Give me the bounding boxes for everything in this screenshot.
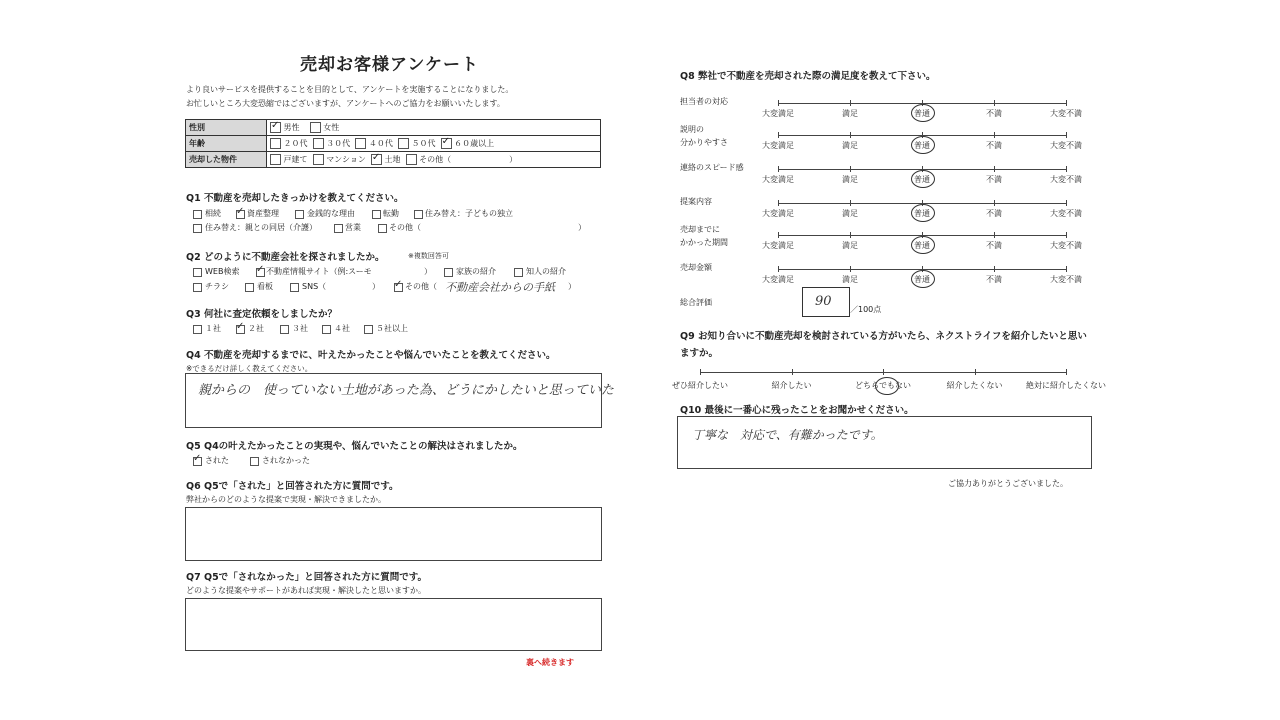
q1-transfer-checkbox[interactable] [372,210,381,219]
q2-sns-close: ） [372,282,380,291]
q9-scale-option[interactable]: 絶対に紹介したくない [1026,381,1106,390]
q8-scale-option[interactable]: 普通 [914,241,930,250]
q8-scale-tick[interactable] [994,132,995,138]
q2-other-close: ） [568,282,576,291]
age-20s-checkbox[interactable] [270,138,281,149]
q2-sns-checkbox[interactable] [290,283,299,292]
q1-financial-label: 金銭的な理由 [307,209,355,218]
q1-other-close: ） [578,223,586,232]
property-other-label: その他（ [419,155,452,164]
intro-line-1: より良いサービスを提供することを目的として、アンケートを実施することになりました。 [186,85,514,94]
q7-label-suffix: と回答された方に質問です。 [304,572,427,583]
q8-overall-score-box[interactable] [802,287,850,317]
q9-scale-option[interactable]: 紹介したくない [946,381,1003,390]
q8-scale-option[interactable]: 普通 [914,209,930,218]
q8-row-label: 連絡のスピード感 [680,163,744,172]
q1-transfer-label: 転勤 [383,209,399,218]
q8-scale-tick[interactable] [994,166,995,172]
q8-scale-option[interactable]: 満足 [842,109,858,118]
property-label: 売却した物件 [186,152,267,168]
age-30s-label: ３０代 [326,139,351,148]
q7-answer-box[interactable] [185,598,602,651]
q8-row-label-line-2: かかった期間 [680,238,728,247]
gender-female-checkbox[interactable] [310,122,321,133]
q9-scale-tick[interactable] [975,369,976,375]
q2-web-label: WEB検索 [205,267,240,276]
continue-note: 裏へ続きます [526,658,574,667]
q8-scale-option[interactable]: 大変満足 [762,209,794,218]
q2-signboard-checkbox[interactable] [245,283,254,292]
q8-scale-option[interactable]: 大変不満 [1050,109,1082,118]
respondent-info-table [185,119,601,168]
q8-scale-option[interactable]: 大変不満 [1050,275,1082,284]
q8-scale-option[interactable]: 不満 [986,275,1002,284]
q8-scale-option[interactable]: 大変不満 [1050,209,1082,218]
q7-label [186,569,427,583]
q8-scale-tick[interactable] [994,100,995,106]
q8-row-label-line-1: 売却までに [680,225,720,234]
q8-selected-circle [911,204,935,222]
q2-friend-checkbox[interactable] [514,268,523,277]
q8-scale-tick[interactable] [778,132,779,138]
q4-label: Q4 不動産を売却するまでに、叶えたかったことや悩んでいたことを教えてください。 [186,350,556,361]
q1-sales-checkbox[interactable] [334,224,343,233]
q3-4-companies-checkbox[interactable] [322,325,331,334]
q10-answer-box[interactable] [677,416,1092,469]
q8-scale-option[interactable]: 普通 [914,175,930,184]
q9-scale-tick[interactable] [883,369,884,375]
q8-scale-tick[interactable] [1066,166,1067,172]
q3-5plus-label: ５社以上 [376,324,408,333]
q9-scale-tick[interactable] [700,369,701,375]
q8-scale-option[interactable]: 普通 [914,109,930,118]
q9-selected-circle [875,377,899,395]
property-land-checkbox[interactable]: ✓ [371,152,381,163]
q8-row-label-line-2: 分かりやすさ [680,138,728,147]
intro-line-2: お忙しいところ大変恐縮ではございますが、アンケートへのご協力をお願いいたします。 [186,99,505,108]
q3-2-companies-check-icon: ✓ [236,321,245,332]
q8-scale-option[interactable]: 大変不満 [1050,175,1082,184]
q1-asset-cleanup-check-icon: ✓ [236,206,245,217]
q8-selected-circle [911,236,935,254]
gender-male-label: 男性 [283,123,300,132]
q8-scale-tick[interactable] [994,232,995,238]
q8-row-label: 担当者の対応 [680,97,728,106]
q8-scale-tick[interactable] [1066,132,1067,138]
q6-label-suffix: と回答された方に質問です。 [275,481,399,492]
q8-scale-tick[interactable] [778,200,779,206]
property-other-close: ） [509,155,518,164]
age-20s-label: ２０代 [283,139,308,148]
q8-scale-tick[interactable] [778,232,779,238]
property-house-label: 戸建て [283,155,308,164]
q5-yes-check-icon: ✓ [193,453,202,464]
q2-other-handwritten-answer: 不動産会社からの手紙 [445,281,555,294]
q3-1-company-label: １社 [205,324,221,333]
q8-scale-option[interactable]: 満足 [842,241,858,250]
q8-scale-option[interactable]: 満足 [842,209,858,218]
q8-scale-option[interactable]: 不満 [986,175,1002,184]
q4-note: ※できるだけ詳しく教えてください。 [186,364,313,373]
q3-3-companies-checkbox[interactable] [280,325,289,334]
q8-scale-option[interactable]: 大変満足 [762,241,794,250]
q1-sales-label: 営業 [345,223,361,232]
q2-web-checkbox[interactable] [193,268,202,277]
thanks-note: ご協力ありがとうございました。 [948,479,1068,488]
q2-signboard-label: 看板 [257,282,273,291]
q8-row-label: 提案内容 [680,197,712,206]
q8-row-label: 売却金額 [680,263,712,272]
q1-relocation-parent-label: 住み替え：親との同居（介護） [205,223,317,232]
q9-scale-tick[interactable] [1066,369,1067,375]
q9-label-line-2: ますか。 [680,348,719,359]
q8-scale-tick[interactable] [994,200,995,206]
q8-scale-option[interactable]: 不満 [986,109,1002,118]
age-options [267,136,601,152]
q2-sns-label: SNS（ [302,282,327,291]
q2-flyer-checkbox[interactable] [193,283,202,292]
property-other-checkbox[interactable] [406,154,417,165]
q8-scale-option[interactable]: 満足 [842,175,858,184]
q6-label-highlight: 「された」 [228,481,276,492]
q8-scale-option[interactable]: 不満 [986,209,1002,218]
q2-other-label: その他（ [405,282,437,291]
age-40s-checkbox[interactable] [355,138,366,149]
q1-other-label: その他（ [389,223,421,232]
q3-4-companies-label: ４社 [334,324,350,333]
q8-label: Q8 弊社で不動産を売却された際の満足度を教えて下さい。 [680,71,936,82]
q1-inheritance-checkbox[interactable] [193,210,202,219]
q5-no-label: されなかった [262,456,310,465]
q8-row-label-line-1: 説明の [680,125,704,134]
q8-scale-tick[interactable] [850,232,851,238]
q8-scale-option[interactable]: 大変満足 [762,141,794,150]
q2-label: Q2 どのように不動産会社を探されましたか。 [186,252,385,263]
q9-scale-option[interactable]: ぜひ紹介したい [672,381,728,390]
age-30s-checkbox[interactable] [313,138,324,149]
q10-handwritten-answer: 丁寧な 対応で、有難かったです。 [692,428,883,442]
q8-scale-option[interactable]: 大変満足 [762,175,794,184]
q5-no-checkbox[interactable] [250,457,259,466]
q8-scale-option[interactable]: 大変不満 [1050,141,1082,150]
q8-scale-tick[interactable] [850,132,851,138]
q9-scale-tick[interactable] [792,369,793,375]
gender-label: 性別 [186,120,267,136]
gender-options [267,120,601,136]
q3-5plus-checkbox[interactable] [364,325,373,334]
q2-note: ※複数回答可 [408,252,449,260]
age-row [186,136,601,152]
q1-relocation-parent-checkbox[interactable] [193,224,202,233]
q8-scale-tick[interactable] [994,266,995,272]
age-60plus-label: ６０歳以上 [454,139,495,148]
q8-selected-circle [911,270,935,288]
q2-flyer-label: チラシ [205,282,229,291]
q7-label-prefix: Q7 Q5で [186,572,229,583]
q8-overall-label: 総合評価 [680,298,712,307]
q2-other-check-icon: ✓ [394,279,403,290]
q8-scale-option[interactable]: 大変満足 [762,109,794,118]
q8-scale-option[interactable]: 大変満足 [762,275,794,284]
q9-scale-option[interactable]: 紹介したい [771,381,812,390]
q8-scale-tick[interactable] [850,166,851,172]
q9-scale-option[interactable]: どちらでもない [855,381,911,390]
q1-relocation-child-label: 住み替え：子どもの独立 [425,209,513,218]
q10-label: Q10 最後に一番心に残ったことをお聞かせください。 [680,405,914,416]
q6-label-prefix: Q6 Q5で [186,481,229,492]
property-options [267,152,601,168]
property-house-checkbox[interactable] [270,154,281,165]
q6-label [186,478,398,492]
q3-label: Q3 何社に査定依頼をしましたか？ [186,309,337,320]
q5-yes-label: された [205,456,229,465]
age-50s-checkbox[interactable] [398,138,409,149]
q8-selected-circle [911,104,935,122]
q8-scale-tick[interactable] [1066,266,1067,272]
gender-male-checkbox[interactable]: ✓ [271,120,280,131]
q8-overall-score: 90 [815,294,832,309]
q8-scale-tick[interactable] [850,100,851,106]
q2-portal-label: 不動産情報サイト（例:スーモ [266,267,372,276]
q4-answer-box[interactable] [185,373,614,428]
q1-label: Q1 不動産を売却したきっかけを教えてください。 [186,193,404,204]
gender-row [186,120,601,136]
gender-female-label: 女性 [323,123,340,132]
q3-2-companies-label: ２社 [248,324,264,333]
q8-selected-circle [911,136,935,154]
property-row [186,152,601,168]
q2-portal-check-icon: ✓ [256,264,265,275]
property-mansion-checkbox[interactable] [313,154,324,165]
q8-scale-option[interactable]: 普通 [914,275,930,284]
q8-scale-tick[interactable] [850,200,851,206]
property-mansion-label: マンション [326,155,366,164]
q8-scale-tick[interactable] [1066,232,1067,238]
q8-scale-tick[interactable] [778,166,779,172]
q1-relocation-child-checkbox[interactable] [414,210,423,219]
q7-sub: どのような提案やサポートがあれば実現・解決したと思いますか。 [186,586,426,595]
q8-overall-unit: ／100点 [850,305,882,314]
page-title: 売却お客様アンケート [300,55,479,75]
q8-scale-tick[interactable] [778,266,779,272]
q8-scale-option[interactable]: 大変不満 [1050,241,1082,250]
q5-label: Q5 Q4の叶えたかったことの実現や、悩んでいたことの解決はされましたか。 [186,441,523,452]
property-land-label: 土地 [384,155,401,164]
q8-scale-option[interactable]: 不満 [986,141,1002,150]
age-40s-label: ４０代 [368,139,393,148]
q1-financial-checkbox[interactable] [295,210,304,219]
age-50s-label: ５０代 [411,139,436,148]
q3-1-company-checkbox[interactable] [193,325,202,334]
q9-label-line-1: Q9 お知り合いに不動産売却を検討されている方がいたら、ネクストライフを紹介したいと思い [680,331,1087,342]
q8-scale-tick[interactable] [1066,100,1067,106]
q6-sub: 弊社からのどのような提案で実現・解決できましたか。 [186,495,386,504]
q2-family-checkbox[interactable] [444,268,453,277]
q8-scale-option[interactable]: 満足 [842,141,858,150]
q2-family-label: 家族の紹介 [456,267,496,276]
q1-asset-cleanup-label: 資産整理 [247,209,279,218]
age-60plus-checkbox[interactable]: ✓ [441,136,450,147]
q8-scale-tick[interactable] [850,266,851,272]
q7-label-highlight: 「されなかった」 [228,572,305,583]
q2-portal-close: ） [424,267,432,276]
q8-scale-option[interactable]: 不満 [986,241,1002,250]
q1-inheritance-label: 相続 [205,209,221,218]
q3-3-companies-label: ３社 [292,324,308,333]
q2-friend-label: 知人の紹介 [526,267,566,276]
age-label: 年齢 [186,136,267,152]
q4-handwritten-answer: 親からの 使っていない土地があった為、どうにかしたいと思っていた [198,383,614,398]
q1-other-checkbox[interactable] [378,224,387,233]
q8-scale-option[interactable]: 満足 [842,275,858,284]
q8-scale-tick[interactable] [1066,200,1067,206]
q8-scale-tick[interactable] [778,100,779,106]
q6-answer-box[interactable] [185,507,602,561]
q8-selected-circle [911,170,935,188]
q8-scale-option[interactable]: 普通 [914,141,930,150]
